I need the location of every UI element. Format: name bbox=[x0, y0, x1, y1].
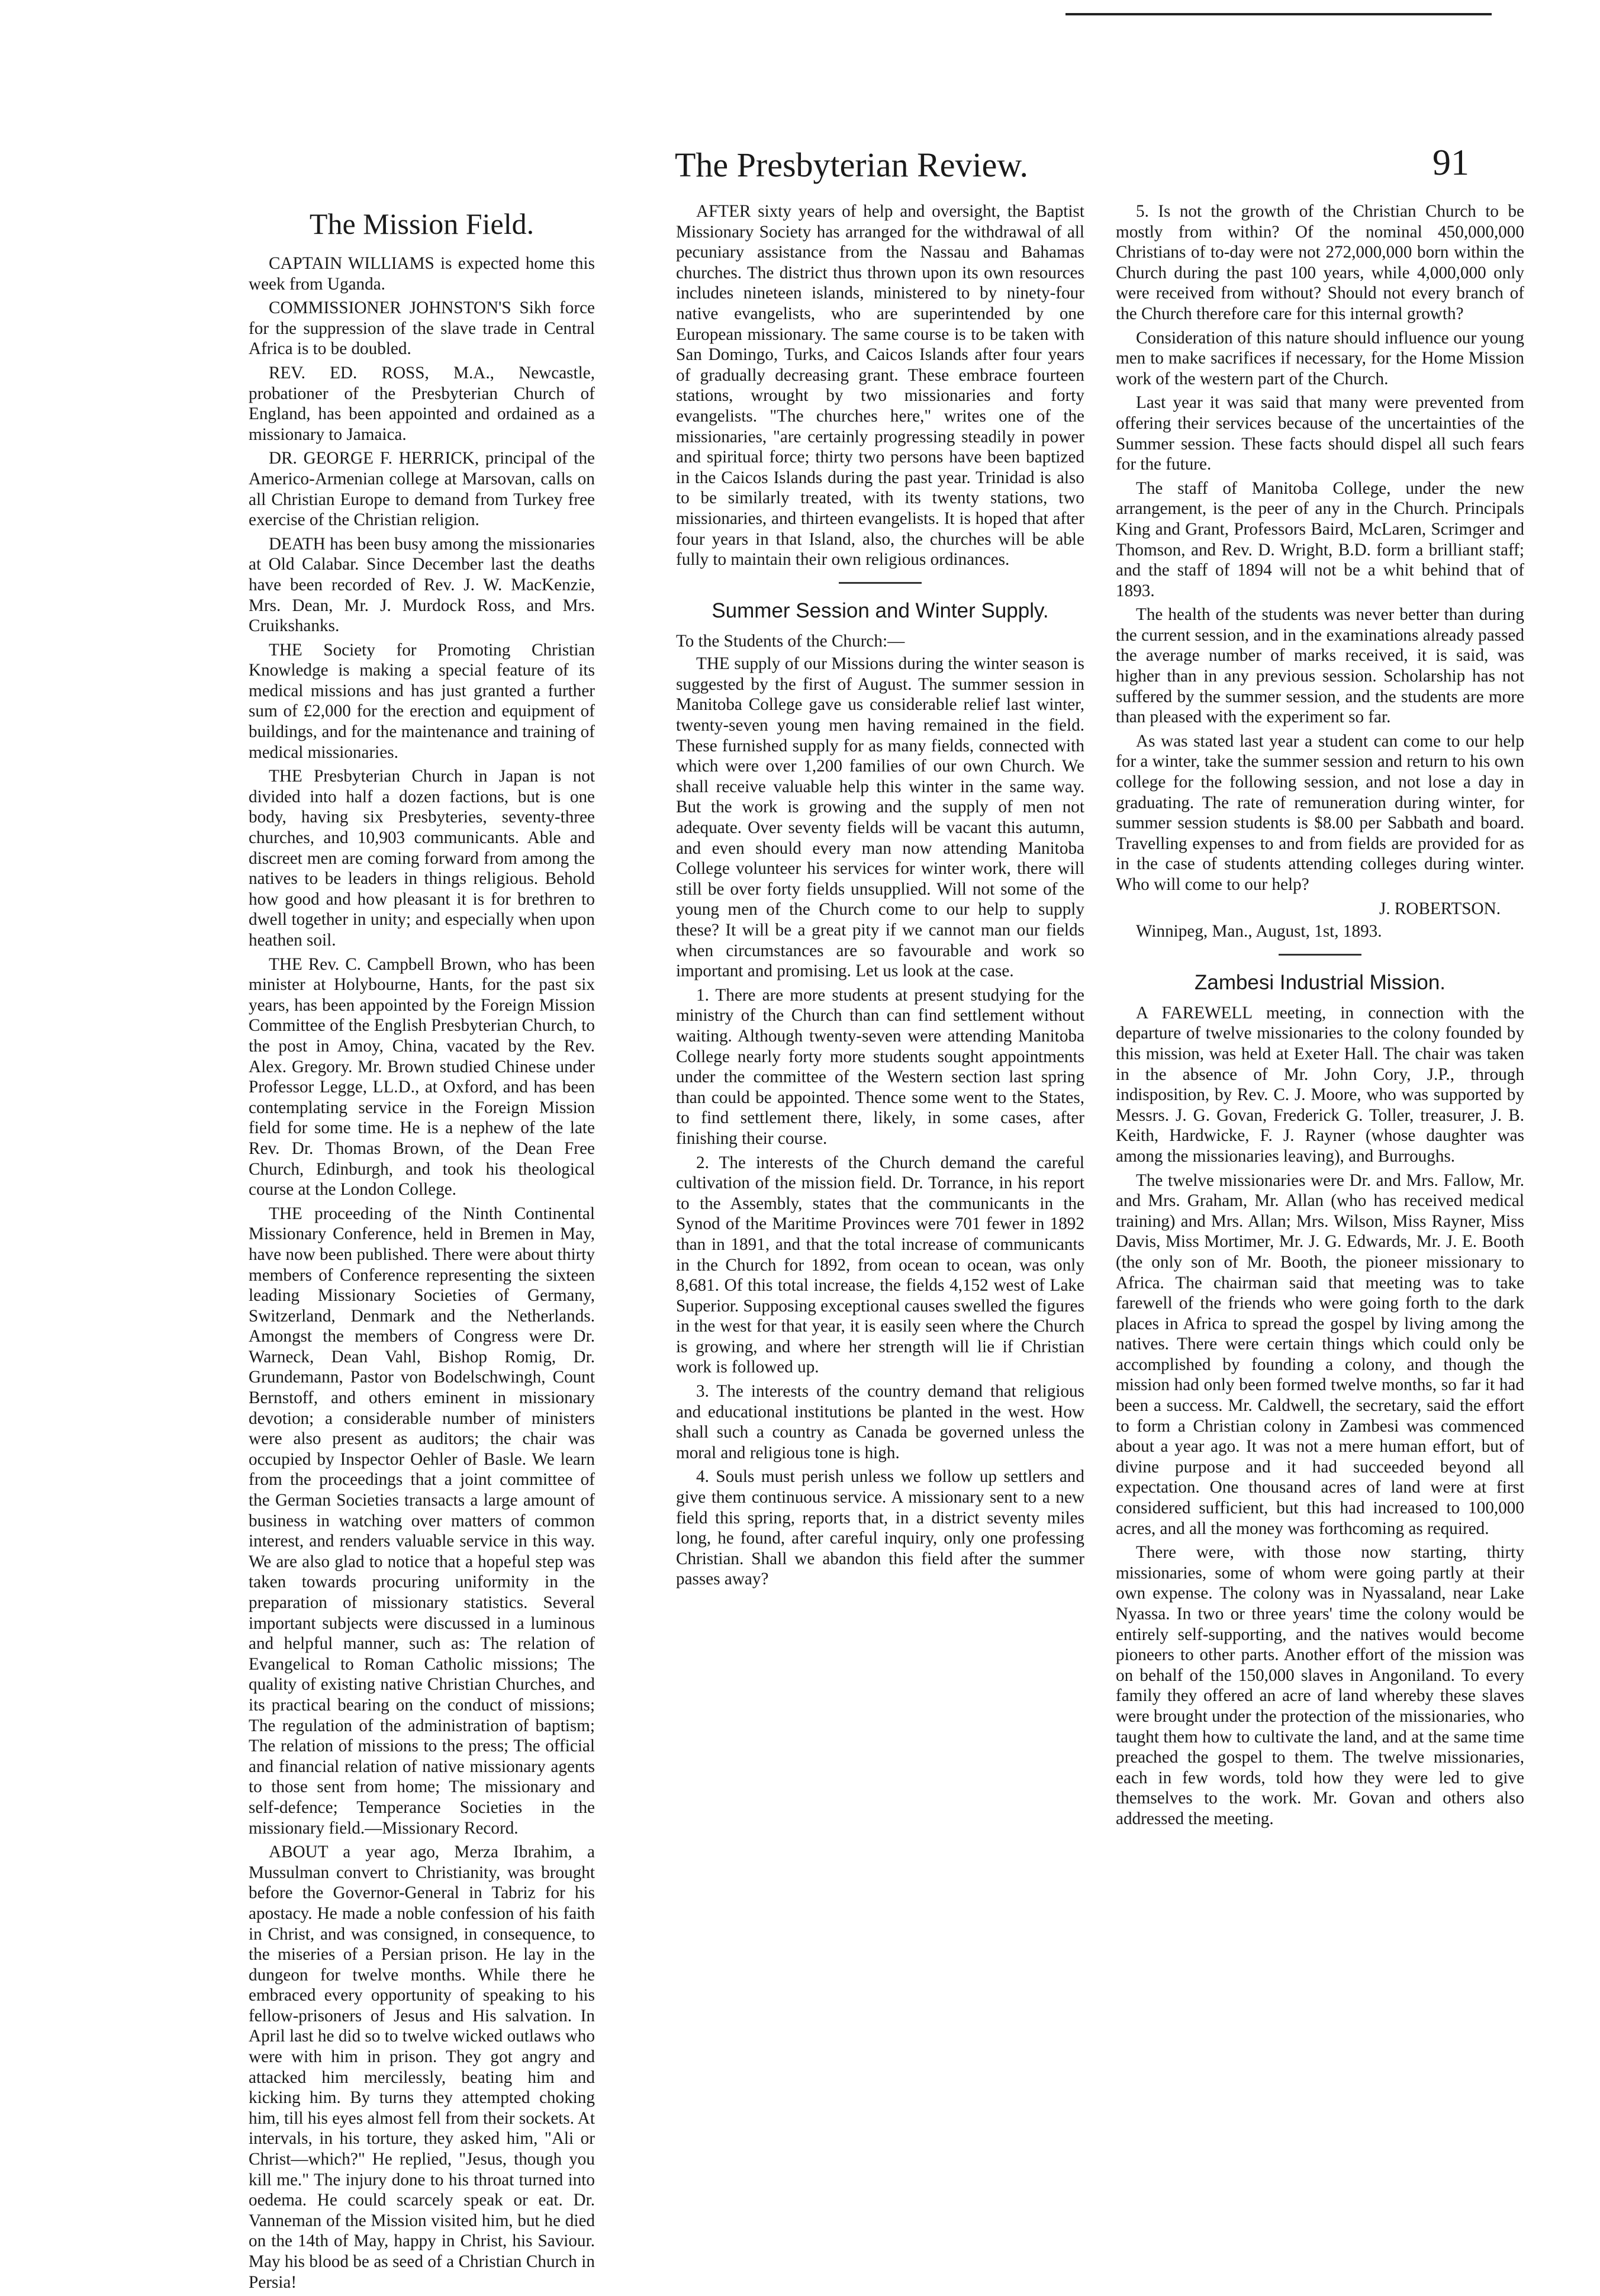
article-paragraph: DR. GEORGE F. HERRICK, principal of the Americo-Armenian college at Marsovan, calls on all Christian Europe to demand from Turkey free exercise of the Christian religion. bbox=[249, 449, 595, 530]
article-paragraph: Consideration of this nature should influence our young men to make sacrifices if necessary, for the Home Mission work of the western part of the Church. bbox=[1116, 328, 1524, 388]
article-paragraph: CAPTAIN WILLIAMS is expected home this week from Uganda. bbox=[249, 254, 595, 294]
mission-field-title: The Mission Field. bbox=[309, 207, 535, 240]
article-paragraph: COMMISSIONER JOHNSTON'S Sikh force for the suppression of the slave trade in Central Africa is to be doubled. bbox=[249, 298, 595, 359]
article-paragraph: 1. There are more students at present studying for the ministry of the Church than can find settlement without waiting. Although twenty-seven were attending Manitoba College nearly forty more students sought appointments under the committee of the Western section last spring than could be appointed. Thence some went to the States, to find settlement there, likely, in some cases, after finishing their course. bbox=[676, 985, 1084, 1148]
article-paragraph: 5. Is not the growth of the Christian Church to be mostly from within? Of the nominal 450,000,000 Christians of to-day were not 272,000,000 born within the Church during the past 100 years, while 4,000,000 only were received from without? Should not every branch of the Church therefore care for this internal growth? bbox=[1116, 202, 1524, 323]
article-paragraph: THE Presbyterian Church in Japan is not divided into half a dozen factions, but is one body, having six Presbyteries, seventy-three churches, and 10,903 communicants. Able and discreet men are coming forward from among the natives to be leaders in things religious. Behold how good and how pleasant it is for brethren to dwell together in unity; and especially when upon heathen soil. bbox=[249, 767, 595, 950]
page-number: 91 bbox=[1432, 143, 1469, 183]
section-divider bbox=[839, 582, 922, 584]
column-2 bbox=[676, 201, 1084, 1593]
column-1 bbox=[249, 201, 595, 2296]
article-paragraph: ABOUT a year ago, Merza Ibrahim, a Mussulman convert to Christianity, was brought before the Governor-General in Tabriz for his apostacy. He made a noble confession of his faith in Christ, and was consigned, in consequence, to the miseries of a Persian prison. He lay in the dungeon for twelve months. While there he embraced every opportunity of speaking to his fellow-prisoners of Jesus and His salvation. In April last he did so to twelve wicked outlaws who were with him in prison. They got angry and attacked him mercilessly, beating him and kicking him. By turns they attempted choking him, till his eyes almost fell from their sockets. At intervals, in his torture, they asked him, "Ali or Christ—which?" He replied, "Jesus, though you kill me." The injury done to his throat turned into oedema. He could scarcely speak or eat. Dr. Vanneman of the Mission visited him, but he died on the 14th of May, happy in Christ, his Saviour. May his blood be as seed of a Christian Church in Persia! bbox=[249, 1842, 595, 2292]
salutation: To the Students of the Church:— bbox=[676, 631, 905, 651]
article-paragraph: 2. The interests of the Church demand the careful cultivation of the mission field. Dr. Torrance, in his report to the Assembly, states that the communicants in the Synod of the Maritime Provinces were 701 fewer in 1892 than in 1891, and that the total increase of communicants in the Church for 1892, from ocean to ocean, was only 8,681. Of this total increase, the fields 4,152 west of Lake Superior. Supposing exceptional causes swelled the figures in the west for that year, it is easily seen where the Church is growing, and where her strength will lie if Christian work is followed up. bbox=[676, 1153, 1084, 1377]
signature: J. ROBERTSON. bbox=[1379, 899, 1501, 918]
article-paragraph: THE Rev. C. Campbell Brown, who has been minister at Holybourne, Hants, for the past six years, has been appointed by the Foreign Mission Committee of the English Presbyterian Church, to the post in Amoy, China, vacated by the Rev. Alex. Gregory. Mr. Brown studied Chinese under Professor Legge, LL.D., at Oxford, and has been contemplating service in the Foreign Mission field for some time. He is a nephew of the late Rev. Dr. Thomas Brown, of the Dean Free Church, Edinburgh, and took his theological course at the London College. bbox=[249, 954, 595, 1200]
column-3 bbox=[1116, 201, 1524, 1833]
article-paragraph: The twelve missionaries were Dr. and Mrs. Fallow, Mr. and Mrs. Graham, Mr. Allan (who has received medical training) and Mrs. Allan; Mrs. Wilson, Miss Rayner, Miss Davis, Miss Mortimer, Mr. J. G. Edwards, Mr. J. E. Booth (the only son of Mr. Booth, the pioneer missionary to Africa. The chairman said that meeting was to take farewell of the friends who were going forth to the dark places in Africa to spread the gospel by living among the natives. There were certain things which could only be accomplished by founding a colony, and though the mission had only been formed twelve months, so far it had been a success. Mr. Caldwell, the secretary, said the effort to form a Christian colony in Zambesi was commenced about a year ago. It was not a mere human effort, but of divine purpose and it had succeeded beyond all expectation. One thousand acres of land were at first considered sufficient, but this had increased to 100,000 acres, and all the money was forthcoming as required. bbox=[1116, 1170, 1524, 1538]
running-header: The Presbyterian Review. bbox=[675, 146, 1028, 184]
place-date: Winnipeg, Man., August, 1st, 1893. bbox=[1136, 922, 1382, 941]
article-paragraph: The health of the students was never better than during the current session, and in the examinations already passed the average number of marks received, it is said, was higher than in any previous session. Scholarship has not suffered by the summer session, and the students are more than pleased with the experiment so far. bbox=[1116, 605, 1524, 727]
article-paragraph: The staff of Manitoba College, under the new arrangement, is the peer of any in the Church. Principals King and Grant, Professors Baird, McLaren, Scrimger and Thomson, and Rev. D. Wright, B.D. form a brilliant staff; and the staff of 1894 will not be a whit behind that of 1893. bbox=[1116, 478, 1524, 600]
article-paragraph: As was stated last year a student can come to our help for a winter, take the summer session and return to his own college for the following session, and not lose a day in graduating. The rate of remuneration during winter, for summer session students is $8.00 per Sabbath and board. Travelling expenses to and from fields are provided for as in the case of students attending colleges during winter. Who will come to our help? bbox=[1116, 731, 1524, 894]
article-paragraph: THE proceeding of the Ninth Continental Missionary Conference, held in Bremen in May, have now been published. There were about thirty members of Conference representing the sixteen leading Missionary Societies of Germany, Switzerland, Denmark and the Netherlands. Amongst the members of Congress were Dr. Warneck, Dean Vahl, Bishop Romig, Dr. Grundemann, Pastor von Bodelschwingh, Count Bernstoff, and others eminent in missionary devotion; a considerable number of ministers were also present as auditors; the chair was occupied by Inspector Oehler of Basle. We learn from the proceedings that a joint committee of the German Societies transacts a large amount of business in watching over matters of common interest, and renders valuable service in this way. We are also glad to notice that a hopeful step was taken towards procuring uniformity in the preparation of missionary statistics. Several important subjects were discussed in a luminous and helpful manner, such as: The relation of Evangelical to Roman Catholic missions; The quality of existing native Christian Churches, and its practical bearing on the conduct of missions; The regulation of the administration of baptism; The relation of missions to the press; The official and financial relation of native missionary agents to those sent from home; The missionary and self-defence; Temperance Societies in the missionary field.—Missionary Record. bbox=[249, 1204, 595, 1838]
article-paragraph: DEATH has been busy among the missionaries at Old Calabar. Since December last the deaths have been recorded of Rev. J. W. MacKenzie, Mrs. Dean, Mr. J. Murdock Ross, and Mrs. Cruikshanks. bbox=[249, 534, 595, 636]
article-paragraph: 3. The interests of the country demand that religious and educational institutions be planted in the west. How shall such a country as Canada be governed unless the moral and religious tone is high. bbox=[676, 1382, 1084, 1462]
article-paragraph: Last year it was said that many were prevented from offering their services because of the uncertainties of the Summer session. These facts should dispel all such fears for the future. bbox=[1116, 393, 1524, 474]
article-paragraph: AFTER sixty years of help and oversight, the Baptist Missionary Society has arranged for the withdrawal of all pecuniary assistance from the Nassau and Bahamas churches. The district thus thrown upon its own resources includes nineteen islands, ministered to by ninety-four native evangelists, who are superintended by one European missionary. The same course is to be taken with San Domingo, Turks, and Caicos Islands after four years of gradually decreasing grant. These embrace fourteen stations, wrought by two missionaries and forty evangelists. "The churches here," writes one of the missionaries, "are certainly progressing steadily in power and spiritual force; thirty two persons have been baptized in the Caicos Islands during the past year. Trinidad is also to be similarly treated, with its twenty stations, two missionaries, and thirteen evangelists. It is hoped that after four years in that Island, also, the churches will be able fully to maintain their own religious ordinances. bbox=[676, 202, 1084, 570]
article-paragraph: THE Society for Promoting Christian Knowledge is making a special feature of its medical missions and has just granted a further sum of £2,000 for the erection and equipment of buildings, and for the maintenance and training of medical missionaries. bbox=[249, 640, 595, 762]
section-divider bbox=[1279, 954, 1361, 956]
summer-session-title: Summer Session and Winter Supply. bbox=[712, 599, 1049, 622]
top-rule bbox=[1065, 13, 1492, 15]
article-paragraph: REV. ED. ROSS, M.A., Newcastle, probationer of the Presbyterian Church of England, has been appointed and ordained as a missionary to Jamaica. bbox=[249, 363, 595, 444]
article-paragraph: 4. Souls must perish unless we follow up settlers and give them continuous service. A missionary sent to a new field this spring, reports that, in a district seventy miles long, he found, after careful inquiry, only one professing Christian. Shall we abandon this field after the summer passes away? bbox=[676, 1467, 1084, 1589]
article-paragraph: THE supply of our Missions during the winter season is suggested by the first of August. The summer session in Manitoba College gave us considerable relief last winter, twenty-seven young men having remained in the field. These furnished supply for as many fields, connected with which were over 1,200 families of our own Church. We shall receive valuable help this winter in the same way. But the work is growing and the supply of men not adequate. Over seventy fields will be vacant this autumn, and even should every man now attending Manitoba College volunteer his services for winter work, there will still be over forty fields unsupplied. Will not some of the young men of the Church come to our help to supply these? It will be a great pity if we cannot man our fields when circumstances are so favourable and work so important and promising. Let us look at the case. bbox=[676, 654, 1084, 981]
article-paragraph: A FAREWELL meeting, in connection with the departure of twelve missionaries to the colony founded by this mission, was held at Exeter Hall. The chair was taken in the absence of Mr. John Cory, J.P., through indisposition, by Rev. C. J. Moore, who was supported by Messrs. J. G. Govan, Frederick G. Toller, treasurer, J. B. Keith, Hardwicke, F. J. Rayner (whose daughter was among the missionaries leaving), and Burroughs. bbox=[1116, 1003, 1524, 1166]
article-paragraph: There were, with those now starting, thirty missionaries, some of whom were going partly at their own expense. The colony was in Nyassaland, near Lake Nyassa. In two or three years' time the colony would be entirely self-supporting, and the natives would become pioneers to other parts. Another effort of the mission was on behalf of the 150,000 slaves in Angoniland. To every family they offered an acre of land whereby these slaves were brought under the protection of the missionaries, who taught them how to cultivate the land, and at the same time preached the gospel to them. The twelve missionaries, each in few words, told how they were led to give themselves to the work. Mr. Govan and others also addressed the meeting. bbox=[1116, 1543, 1524, 1828]
zambesi-title: Zambesi Industrial Mission. bbox=[1194, 970, 1446, 994]
